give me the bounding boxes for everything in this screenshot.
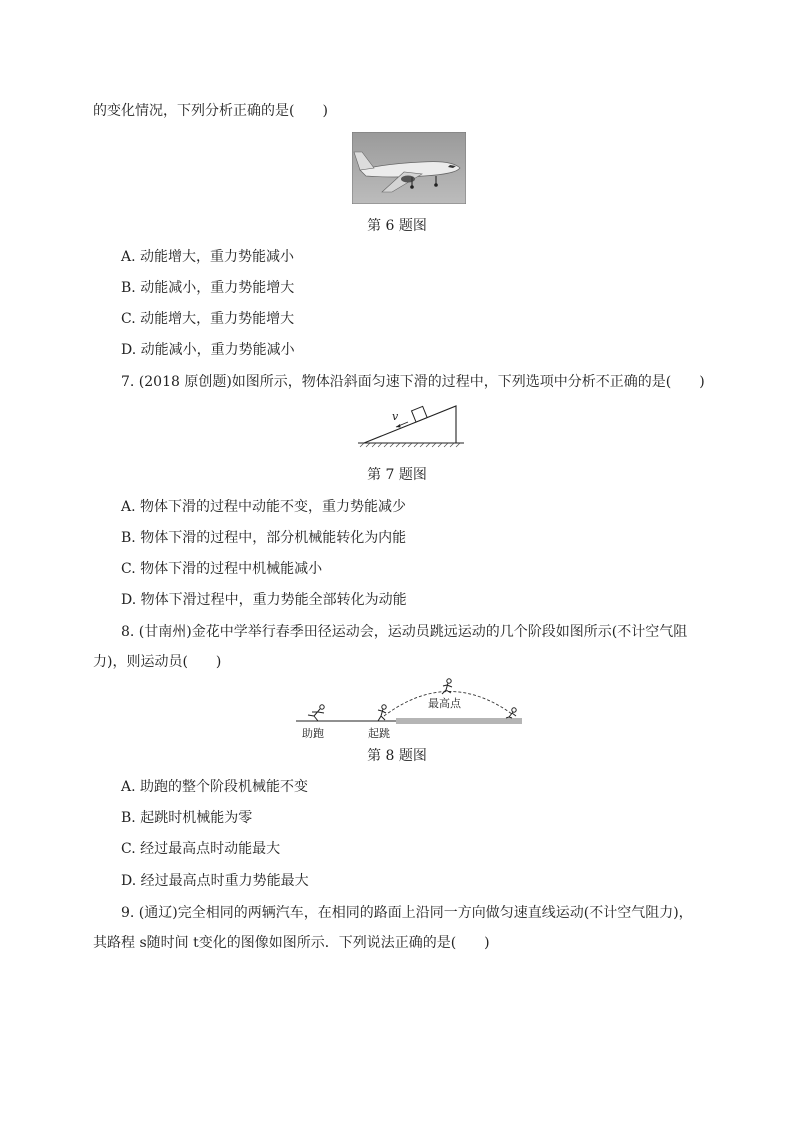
incline-diagram	[358, 400, 464, 450]
q8-stem-line1: 8. (甘南州)金花中学举行春季田径运动会，运动员跳远运动的几个阶段如图所示(不计空气阻	[121, 624, 688, 640]
q7-stem: 7. (2018 原创题)如图所示，物体沿斜面匀速下滑的过程中，下列选项中分析不正确的是( )	[121, 374, 705, 390]
q6-option-a: A. 动能增大，重力势能减小	[121, 249, 295, 265]
peak-label: 最高点	[428, 697, 461, 710]
takeoff-figure	[378, 705, 386, 721]
q6-option-b: B. 动能减小，重力势能增大	[121, 280, 295, 296]
runner-figure	[308, 705, 324, 721]
q8-figure-caption: 第 8 题图	[367, 748, 427, 764]
q6-airplane-figure	[352, 132, 466, 208]
q8-long-jump-figure	[296, 676, 528, 746]
q6-option-c: C. 动能增大，重力势能增大	[121, 311, 295, 327]
q8-option-c: C. 经过最高点时动能最大	[121, 841, 281, 857]
q7-option-d: D. 物体下滑过程中，重力势能全部转化为动能	[121, 592, 407, 608]
run-label: 助跑	[302, 727, 324, 740]
long-jump-diagram	[296, 676, 528, 742]
q7-option-a: A. 物体下滑的过程中动能不变，重力势能减少	[121, 499, 407, 515]
q7-option-b: B. 物体下滑的过程中，部分机械能转化为内能	[121, 530, 407, 546]
q7-option-c: C. 物体下滑的过程中机械能减小	[121, 561, 323, 577]
q7-incline-figure	[358, 400, 464, 454]
q8-option-b: B. 起跳时机械能为零	[121, 810, 253, 826]
velocity-label: v	[392, 410, 399, 423]
airplane-photo	[352, 132, 466, 204]
q9-stem-line1: 9. (通辽)完全相同的两辆汽车，在相同的路面上沿同一方向做匀速直线运动(不计空气阻力)，	[121, 905, 693, 921]
q7-figure-caption: 第 7 题图	[367, 467, 427, 483]
q8-option-d: D. 经过最高点时重力势能最大	[121, 873, 309, 889]
q8-option-a: A. 助跑的整个阶段机械能不变	[121, 779, 309, 795]
q6-figure-caption: 第 6 题图	[367, 218, 427, 234]
q6-stem-tail: 的变化情况，下列分析正确的是( )	[93, 103, 328, 119]
q6-option-d: D. 动能减小，重力势能减小	[121, 342, 295, 358]
takeoff-label: 起跳	[368, 727, 390, 740]
q8-stem-line2: 力)，则运动员( )	[93, 654, 222, 670]
q9-stem-line2: 其路程 s随时间 t变化的图像如图所示．下列说法正确的是( )	[93, 935, 490, 951]
